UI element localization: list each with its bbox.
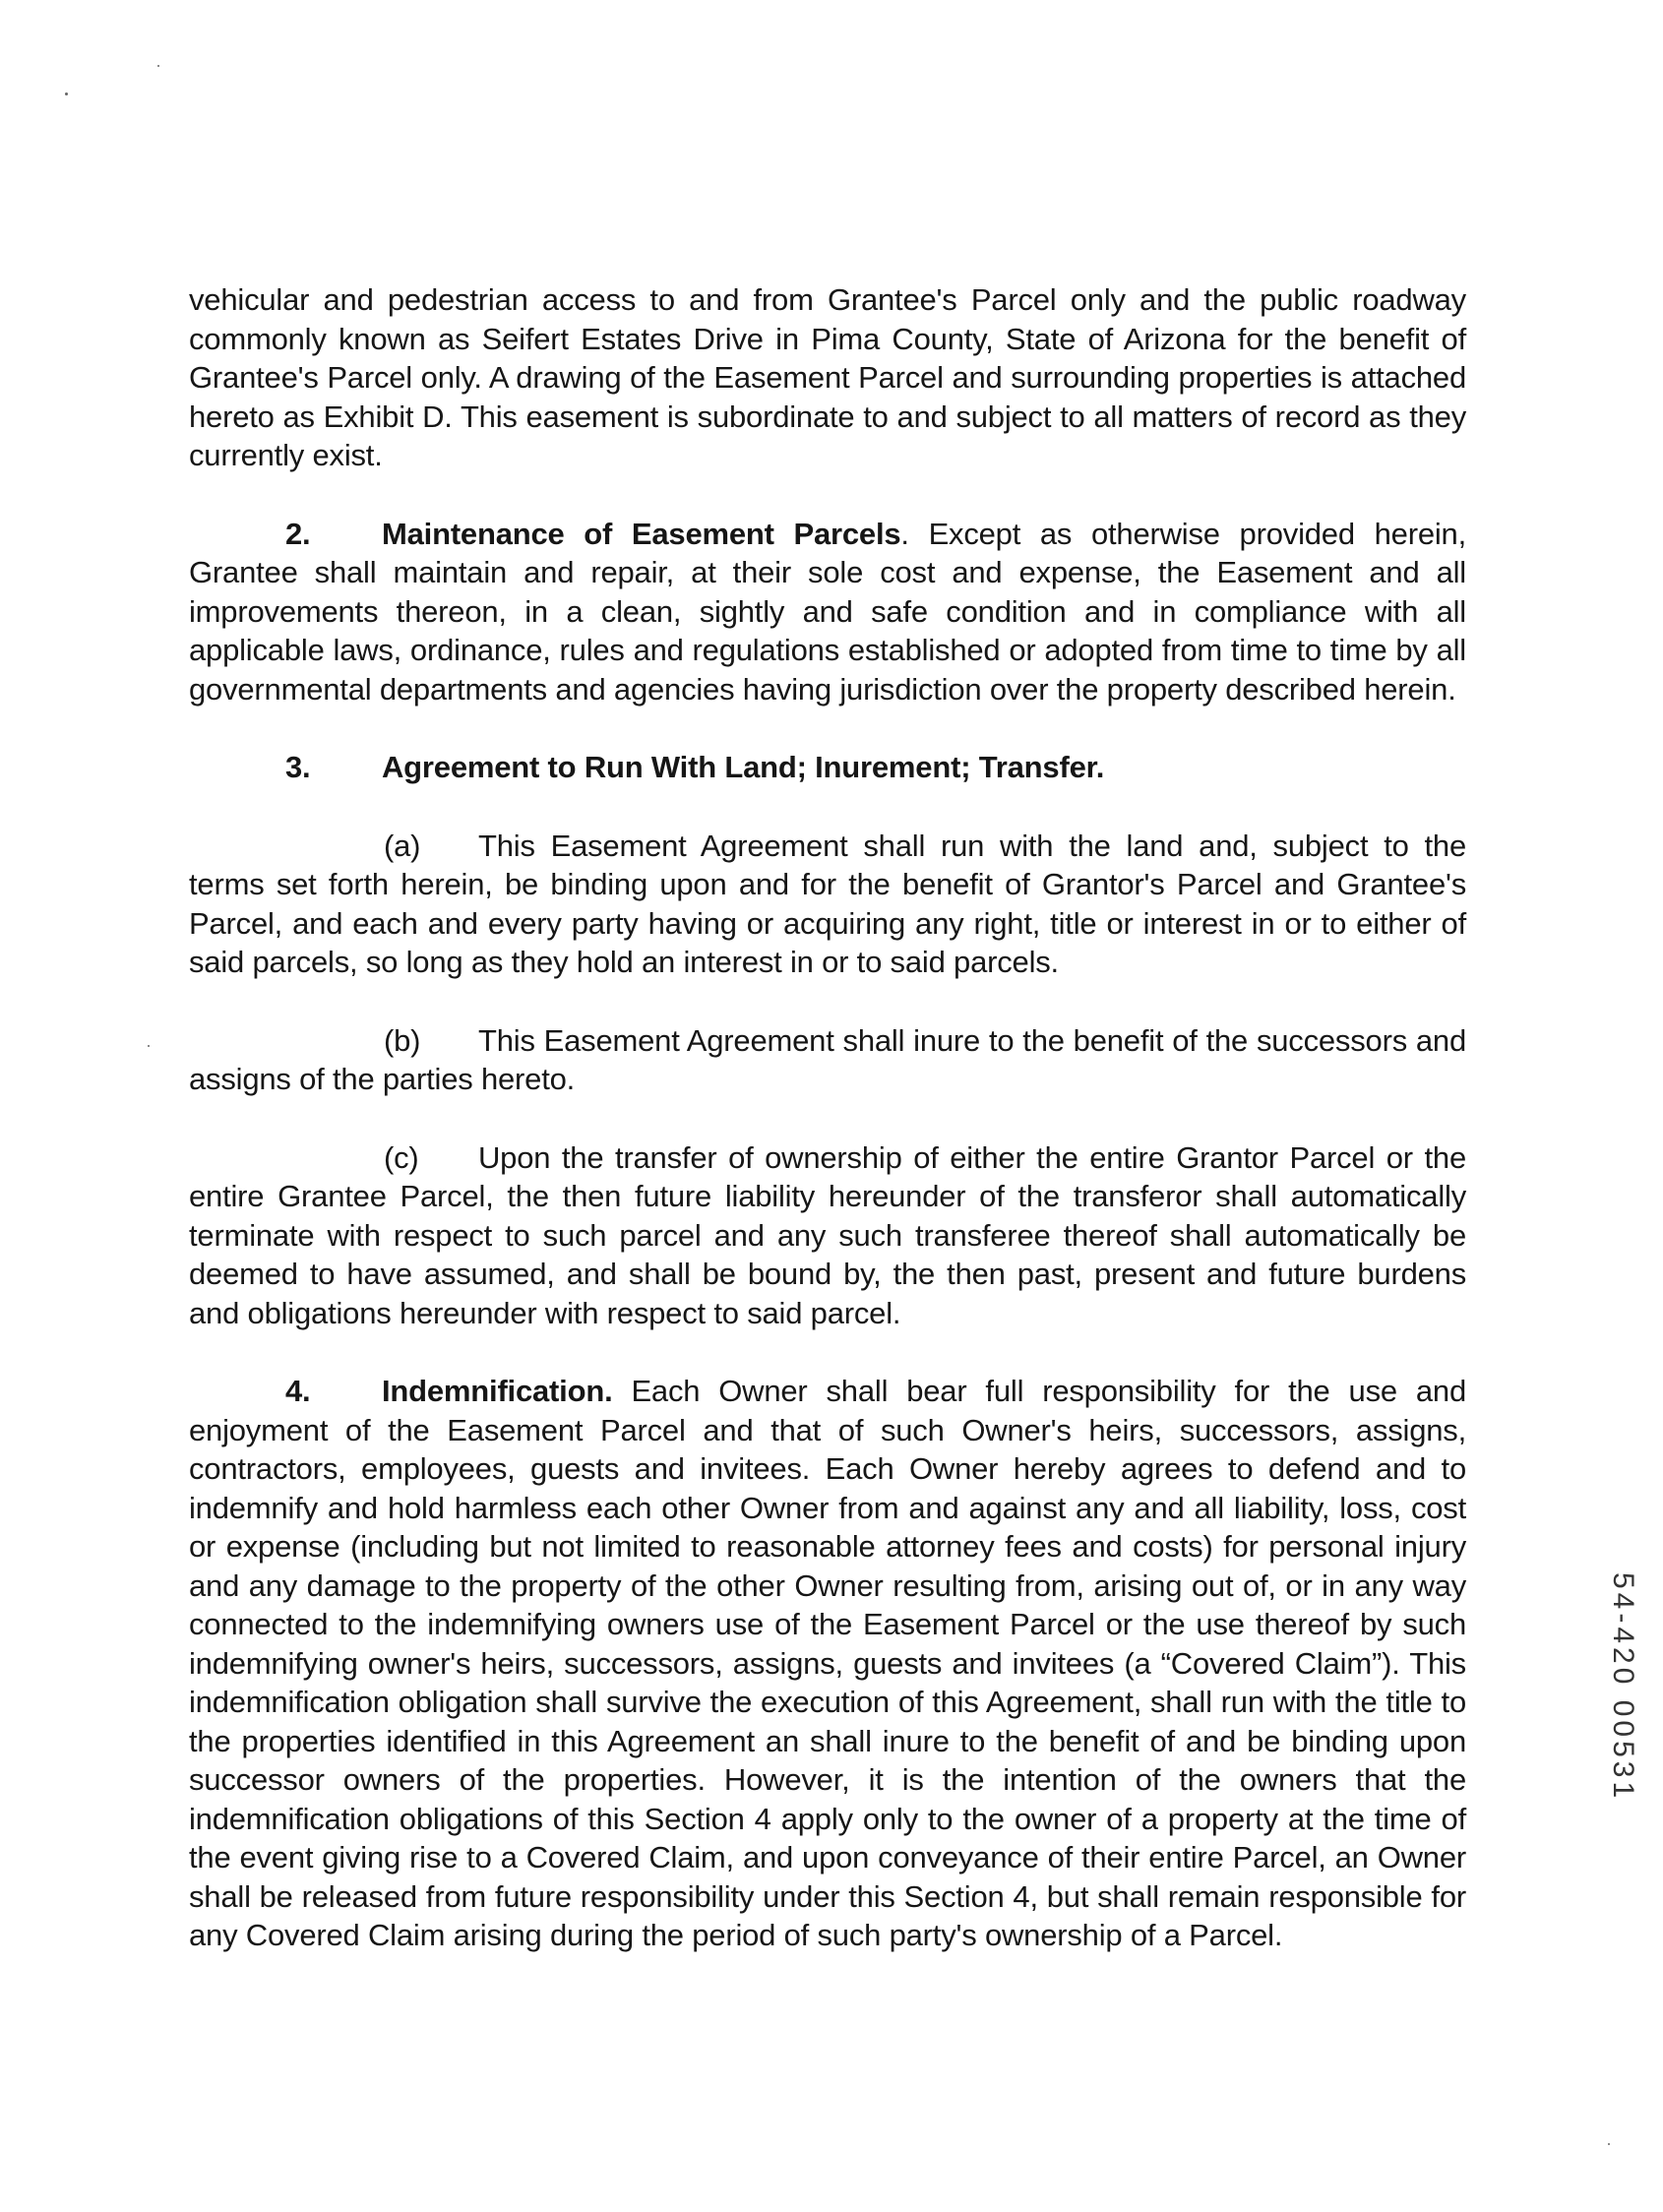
section-3-heading	[189, 748, 1466, 787]
scan-speck	[148, 1045, 150, 1047]
section-heading: Maintenance of Easement Parcels	[382, 516, 901, 551]
recording-number-stamp	[1604, 1572, 1639, 1848]
subsection-text: This Easement Agreement shall inure to the benefit of the successors and assigns of the parties hereto.	[189, 1022, 1466, 1096]
scan-speck	[1608, 2143, 1610, 2145]
section-number: 4.	[285, 1374, 311, 1408]
section-text: Each Owner shall bear full responsibility for the use and enjoyment of the Easement Parcel and that of such Owner's heirs, successors, assigns, contractors, employees, guests and invitees. Each Owner hereby agrees to defend and to indemnify and hold harmless each other Owner from and against any and all liability, loss, cost or expense (including but not limited to reasonable attorney fees and costs) for personal injury and any damage to the property of the other Owner resulting from, arising out of, or in any way connected to the indemnifying owners use of the Easement Parcel or the use thereof by such indemnifying owner's heirs, successors, assigns, guests and invitees (a “Covered Claim”). This indemnification obligation shall survive the execution of this Agreement, shall run with the title to the properties identified in this Agreement an shall inure to the benefit of and be binding upon successor owners of the properties. However, it is the intention of the owners that the indemnification obligations of this Section 4 apply only to the owner of a property at the time of the event giving rise to a Covered Claim, and upon conveyance of their entire Parcel, an Owner shall be released from future responsibility under this Section 4, but shall remain responsible for any Covered Claim arising during the period of such party's ownership of a Parcel.	[189, 1374, 1466, 1952]
section-heading: Agreement to Run With Land; Inurement; Transfer.	[382, 750, 1105, 784]
subsection-3b	[189, 1021, 1466, 1099]
subsection-text: This Easement Agreement shall run with the land and, subject to the terms set forth herein, be binding upon and for the benefit of Grantor's Parcel and Grantee's Parcel, and each and every party having or acquiring any right, title or interest in or to either of said parcels, so long as they hold an interest in or to said parcels.	[189, 828, 1466, 979]
section-heading: Indemnification.	[382, 1374, 613, 1408]
subsection-label: (c)	[384, 1139, 419, 1175]
subsection-text: Upon the transfer of ownership of either the entire Grantor Parcel or the entire Grantee Parcel, the then future liability hereunder of the transferor shall automatically terminate with respect to such parcel and any such transferee thereof shall automatically be deemed to have assumed, and shall be bound by, the then past, present and future burdens and obligations hereunder with respect to said parcel.	[189, 1139, 1466, 1330]
section-text: . Except as otherwise provided herein, Grantee shall maintain and repair, at their sole cost and expense, the Easement and all improvements thereon, in a clean, sightly and safe condition and in compliance with all applicable laws, ordinance, rules and regulations established or adopted from time to time by all governmental departments and agencies having jurisdiction over the property described herein.	[189, 516, 1466, 707]
recording-number: 54-420 00531	[1607, 1572, 1639, 1803]
subsection-3c	[189, 1138, 1466, 1333]
subsection-label: (b)	[384, 1022, 421, 1058]
scan-speck	[157, 65, 159, 67]
subsection-label: (a)	[384, 828, 421, 863]
scan-artifact-top	[679, 0, 935, 5]
section-2-maintenance	[189, 515, 1466, 709]
document-body	[189, 280, 1466, 1955]
section-number: 3.	[285, 750, 311, 784]
section-number: 2.	[285, 516, 311, 551]
scan-speck	[65, 92, 68, 95]
subsection-3a	[189, 827, 1466, 982]
paragraph-easement-purpose: vehicular and pedestrian access to and from Grantee's Parcel only and the public roadway commonly known as Seifert Estates Drive in Pima County, State of Arizona for the benefit of Grantee's Parcel only. A drawing of the Easement Parcel and surrounding properties is attached hereto as Exhibit D. This easement is subordinate to and subject to all matters of record as they currently exist.	[189, 282, 1466, 472]
section-4-indemnification	[189, 1372, 1466, 1955]
